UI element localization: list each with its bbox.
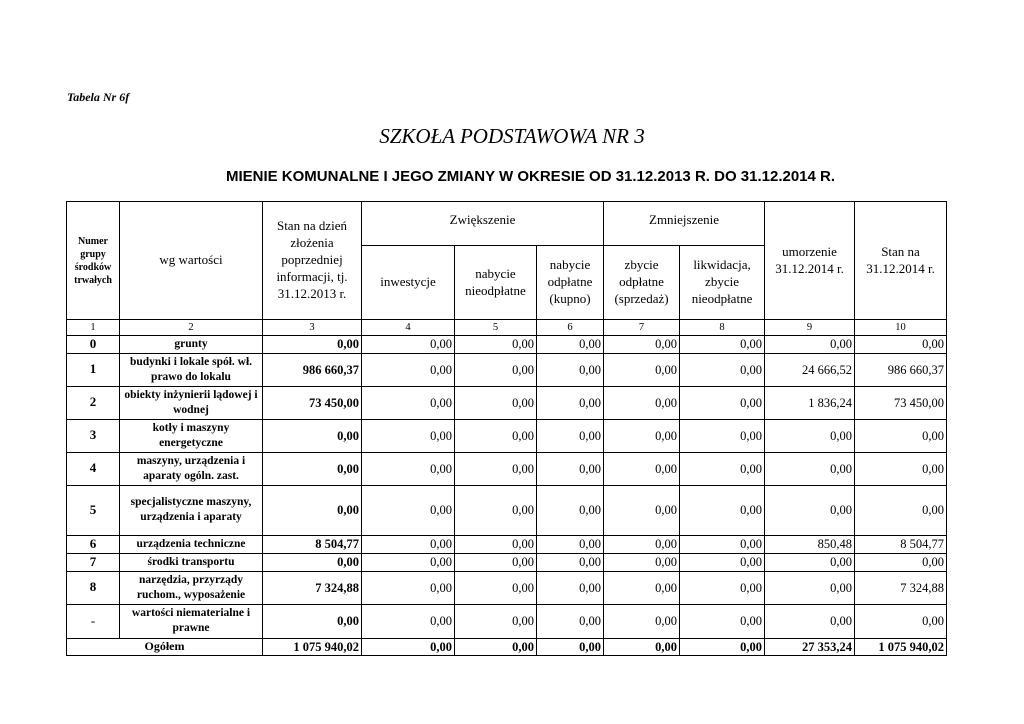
group-name: wartości niematerialne i prawne xyxy=(120,604,263,638)
column-number-row xyxy=(67,320,947,336)
paid-disposal-cell: 0,00 xyxy=(604,419,680,452)
paid-disposal-cell: 0,00 xyxy=(604,604,680,638)
col-by-value-header: wg wartości xyxy=(120,202,263,320)
investments-cell: 0,00 xyxy=(362,336,455,354)
depreciation-cell: 0,00 xyxy=(765,553,855,571)
paid-disposal-cell: 0,00 xyxy=(604,452,680,485)
liquidation-cell: 0,00 xyxy=(680,353,765,386)
column-number: 5 xyxy=(455,320,537,336)
data-rows xyxy=(67,336,947,639)
liquidation-cell: 0,00 xyxy=(680,553,765,571)
group-name: środki transportu xyxy=(120,553,263,571)
col-group-number-header: Numer grupy środków trwałych xyxy=(67,202,120,320)
assets-table xyxy=(66,201,947,656)
group-number: - xyxy=(67,604,120,638)
col-investments-header: inwestycje xyxy=(362,246,455,320)
opening-balance-cell: 7 324,88 xyxy=(263,571,362,604)
liquidation-cell: 0,00 xyxy=(680,336,765,354)
depreciation-cell: 0,00 xyxy=(765,485,855,535)
closing-balance-cell: 8 504,77 xyxy=(855,535,947,553)
opening-balance-cell: 986 660,37 xyxy=(263,353,362,386)
total-paid-disposal: 0,00 xyxy=(604,638,680,655)
opening-balance-cell: 0,00 xyxy=(263,485,362,535)
total-label: Ogółem xyxy=(67,638,263,655)
col-closing-balance-header: Stan na 31.12.2014 r. xyxy=(855,202,947,320)
free-acquisition-cell: 0,00 xyxy=(455,353,537,386)
investments-cell: 0,00 xyxy=(362,485,455,535)
free-acquisition-cell: 0,00 xyxy=(455,336,537,354)
group-number: 8 xyxy=(67,571,120,604)
group-number: 7 xyxy=(67,553,120,571)
table-row xyxy=(67,452,947,485)
free-acquisition-cell: 0,00 xyxy=(455,553,537,571)
group-number: 0 xyxy=(67,336,120,354)
closing-balance-cell: 0,00 xyxy=(855,419,947,452)
report-title: MIENIE KOMUNALNE I JEGO ZMIANY W OKRESIE OD 31.12.2013 R. DO 31.12.2014 R. xyxy=(225,168,836,185)
paid-acquisition-cell: 0,00 xyxy=(537,353,604,386)
paid-acquisition-cell: 0,00 xyxy=(537,535,604,553)
opening-balance-cell: 0,00 xyxy=(263,419,362,452)
liquidation-cell: 0,00 xyxy=(680,485,765,535)
table-row xyxy=(67,419,947,452)
depreciation-cell: 850,48 xyxy=(765,535,855,553)
investments-cell: 0,00 xyxy=(362,353,455,386)
depreciation-cell: 0,00 xyxy=(765,419,855,452)
column-number: 7 xyxy=(604,320,680,336)
group-name: obiekty inżynierii lądowej i wodnej xyxy=(120,386,263,419)
paid-acquisition-cell: 0,00 xyxy=(537,419,604,452)
group-name: specjalistyczne maszyny, urządzenia i aparaty xyxy=(120,485,263,535)
column-number: 10 xyxy=(855,320,947,336)
column-number: 6 xyxy=(537,320,604,336)
closing-balance-cell: 73 450,00 xyxy=(855,386,947,419)
investments-cell: 0,00 xyxy=(362,452,455,485)
col-paid-acquisition-header: nabycie odpłatne (kupno) xyxy=(537,246,604,320)
column-number: 2 xyxy=(120,320,263,336)
free-acquisition-cell: 0,00 xyxy=(455,419,537,452)
group-name: budynki i lokale spół. wł. prawo do lokalu xyxy=(120,353,263,386)
free-acquisition-cell: 0,00 xyxy=(455,452,537,485)
free-acquisition-cell: 0,00 xyxy=(455,535,537,553)
col-paid-disposal-header: zbycie odpłatne (sprzedaż) xyxy=(604,246,680,320)
depreciation-cell: 0,00 xyxy=(765,336,855,354)
total-depreciation: 27 353,24 xyxy=(765,638,855,655)
table-row xyxy=(67,535,947,553)
paid-disposal-cell: 0,00 xyxy=(604,485,680,535)
total-paid-acquisition: 0,00 xyxy=(537,638,604,655)
investments-cell: 0,00 xyxy=(362,419,455,452)
table-row xyxy=(67,571,947,604)
depreciation-cell: 0,00 xyxy=(765,571,855,604)
header-row-1 xyxy=(67,202,947,246)
column-number: 9 xyxy=(765,320,855,336)
paid-disposal-cell: 0,00 xyxy=(604,353,680,386)
investments-cell: 0,00 xyxy=(362,386,455,419)
column-number: 4 xyxy=(362,320,455,336)
column-number: 8 xyxy=(680,320,765,336)
group-name: narzędzia, przyrządy ruchom., wyposażenie xyxy=(120,571,263,604)
free-acquisition-cell: 0,00 xyxy=(455,604,537,638)
liquidation-cell: 0,00 xyxy=(680,535,765,553)
liquidation-cell: 0,00 xyxy=(680,571,765,604)
closing-balance-cell: 0,00 xyxy=(855,485,947,535)
table-row xyxy=(67,553,947,571)
depreciation-cell: 24 666,52 xyxy=(765,353,855,386)
investments-cell: 0,00 xyxy=(362,535,455,553)
group-number: 2 xyxy=(67,386,120,419)
increase-header: Zwiększenie xyxy=(362,202,604,246)
group-number: 3 xyxy=(67,419,120,452)
liquidation-cell: 0,00 xyxy=(680,419,765,452)
group-name: kotły i maszyny energetyczne xyxy=(120,419,263,452)
paid-disposal-cell: 0,00 xyxy=(604,571,680,604)
decrease-header: Zmniejszenie xyxy=(604,202,765,246)
total-row xyxy=(67,638,947,655)
opening-balance-cell: 0,00 xyxy=(263,452,362,485)
paid-disposal-cell: 0,00 xyxy=(604,336,680,354)
free-acquisition-cell: 0,00 xyxy=(455,485,537,535)
closing-balance-cell: 0,00 xyxy=(855,553,947,571)
table-row xyxy=(67,485,947,535)
total-investments: 0,00 xyxy=(362,638,455,655)
table-row xyxy=(67,604,947,638)
school-title: SZKOŁA PODSTAWOWA NR 3 xyxy=(379,124,645,148)
paid-acquisition-cell: 0,00 xyxy=(537,386,604,419)
closing-balance-cell: 7 324,88 xyxy=(855,571,947,604)
col-free-acquisition-header: nabycie nieodpłatne xyxy=(455,246,537,320)
opening-balance-cell: 0,00 xyxy=(263,604,362,638)
paid-disposal-cell: 0,00 xyxy=(604,535,680,553)
group-number: 6 xyxy=(67,535,120,553)
investments-cell: 0,00 xyxy=(362,604,455,638)
opening-balance-cell: 8 504,77 xyxy=(263,535,362,553)
total-free-acquisition: 0,00 xyxy=(455,638,537,655)
opening-balance-cell: 0,00 xyxy=(263,336,362,354)
column-number: 1 xyxy=(67,320,120,336)
opening-balance-cell: 73 450,00 xyxy=(263,386,362,419)
liquidation-cell: 0,00 xyxy=(680,386,765,419)
paid-acquisition-cell: 0,00 xyxy=(537,485,604,535)
table-row xyxy=(67,386,947,419)
opening-balance-cell: 0,00 xyxy=(263,553,362,571)
paid-disposal-cell: 0,00 xyxy=(604,386,680,419)
depreciation-cell: 0,00 xyxy=(765,452,855,485)
paid-acquisition-cell: 0,00 xyxy=(537,571,604,604)
closing-balance-cell: 986 660,37 xyxy=(855,353,947,386)
paid-disposal-cell: 0,00 xyxy=(604,553,680,571)
table-row xyxy=(67,353,947,386)
total-opening: 1 075 940,02 xyxy=(263,638,362,655)
group-name: maszyny, urządzenia i aparaty ogóln. zast. xyxy=(120,452,263,485)
group-number: 1 xyxy=(67,353,120,386)
group-number: 5 xyxy=(67,485,120,535)
paid-acquisition-cell: 0,00 xyxy=(537,452,604,485)
col-depreciation-header: umorzenie 31.12.2014 r. xyxy=(765,202,855,320)
paid-acquisition-cell: 0,00 xyxy=(537,336,604,354)
free-acquisition-cell: 0,00 xyxy=(455,571,537,604)
depreciation-cell: 0,00 xyxy=(765,604,855,638)
paid-acquisition-cell: 0,00 xyxy=(537,553,604,571)
liquidation-cell: 0,00 xyxy=(680,452,765,485)
col-liquidation-header: likwidacja, zbycie nieodpłatne xyxy=(680,246,765,320)
total-closing: 1 075 940,02 xyxy=(855,638,947,655)
column-number: 3 xyxy=(263,320,362,336)
investments-cell: 0,00 xyxy=(362,553,455,571)
closing-balance-cell: 0,00 xyxy=(855,452,947,485)
investments-cell: 0,00 xyxy=(362,571,455,604)
group-name: urządzenia techniczne xyxy=(120,535,263,553)
group-number: 4 xyxy=(67,452,120,485)
table-row xyxy=(67,336,947,354)
depreciation-cell: 1 836,24 xyxy=(765,386,855,419)
closing-balance-cell: 0,00 xyxy=(855,336,947,354)
total-liquidation: 0,00 xyxy=(680,638,765,655)
free-acquisition-cell: 0,00 xyxy=(455,386,537,419)
closing-balance-cell: 0,00 xyxy=(855,604,947,638)
liquidation-cell: 0,00 xyxy=(680,604,765,638)
paid-acquisition-cell: 0,00 xyxy=(537,604,604,638)
col-opening-balance-header: Stan na dzień złożenia poprzedniej informacji, tj. 31.12.2013 r. xyxy=(263,202,362,320)
group-name: grunty xyxy=(120,336,263,354)
table-label: Tabela Nr 6f xyxy=(67,90,130,104)
